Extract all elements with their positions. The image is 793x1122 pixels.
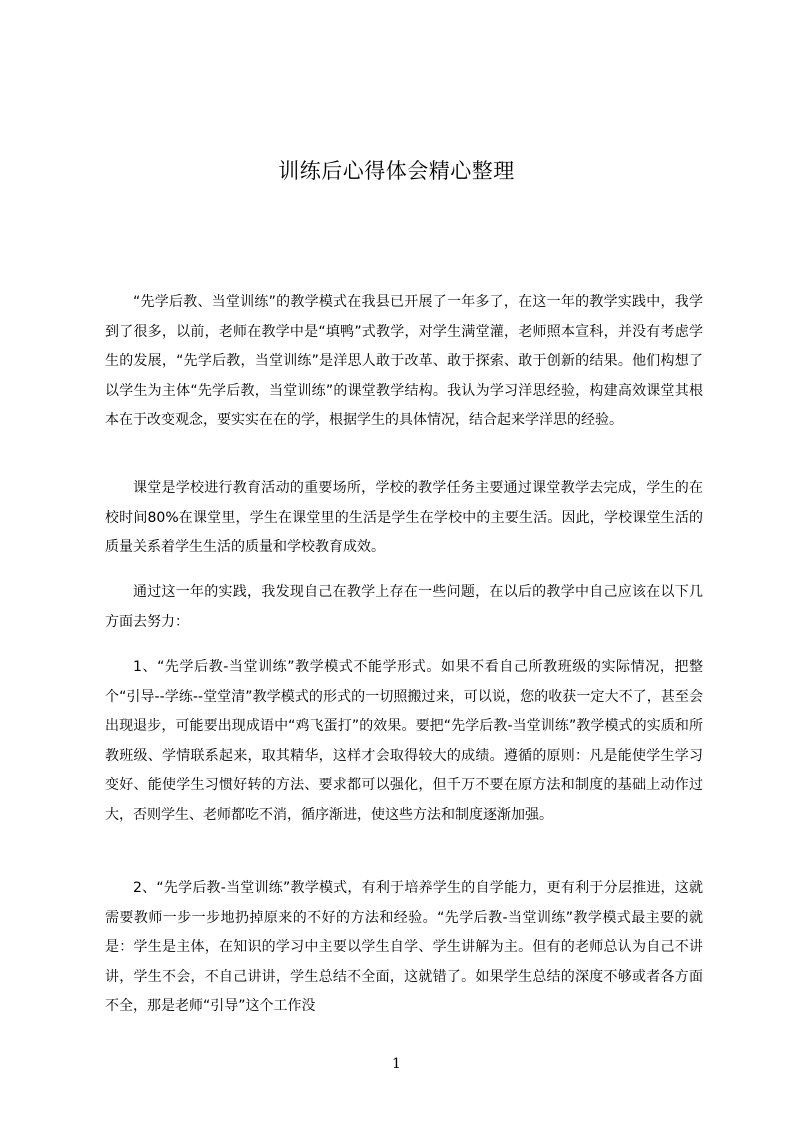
paragraph-point-2: 2、“先学后教-当堂训练”教学模式，有利于培养学生的自学能力，更有利于分层推进，这就需要教师一步一步地扔掉原来的不好的方法和经验。“先学后教-当堂训练”教学模式最主要的就是：学生是主体，在知识的学习中主要以学生自学、学生讲解为主。但有的老师总认为自己不讲讲，学生不会，不自己讲讲，学生总结不全面，这就错了。如果学生总结的深度不够或者各方面不全，那是老师“引导”这个工作没 [105, 880, 703, 1014]
paragraph-intro: “先学后教、当堂训练”的教学模式在我县已开展了一年多了，在这一年的教学实践中，我学到了很多，以前，老师在教学中是“填鸭”式教学，对学生满堂灌，老师照本宣科，并没有考虑学生的发展，“先学后教，当堂训练”是洋思人敢于改革、敢于探索、敢于创新的结果。他们构想了以学生为主体“先学后教，当堂训练”的课堂教学结构。我认为学习洋思经验，构建高效课堂其根本在于改变观念，要实实在在的学，根据学生的具体情况，结合起来学洋思的经验。 [105, 294, 703, 428]
page-number: 1 [392, 1056, 401, 1072]
document-title: 训练后心得体会精心整理 [278, 159, 515, 184]
paragraph-reflection: 通过这一年的实践，我发现自己在教学上存在一些问题，在以后的教学中自己应该在以下几方面去努力： [105, 584, 703, 630]
paragraph-point-1: 1、“先学后教-当堂训练”教学模式不能学形式。如果不看自己所教班级的实际情况，把整个“引导--学练--堂堂清”教学模式的形式的一切照搬过来，可以说，您的收获一定大不了，甚至会出现退步，可能要出现成语中“鸡飞蛋打”的效果。要把“先学后教-当堂训练”教学模式的实质和所教班级、学情联系起来，取其精华，这样才会取得较大的成绩。遵循的原则：凡是能使学生学习变好、能使学生习惯好转的方法、要求都可以强化，但千万不要在原方法和制度的基础上动作过大，否则学生、老师都吃不消，循序渐进，使这些方法和制度逐渐加强。 [105, 659, 703, 823]
paragraph-classroom: 课堂是学校进行教育活动的重要场所，学校的教学任务主要通过课堂教学去完成，学生的在校时间80%在课堂里，学生在课堂里的生活是学生在学校中的主要生活。因此，学校课堂生活的质量关系着学生生活的质量和学校教育成效。 [105, 480, 703, 555]
